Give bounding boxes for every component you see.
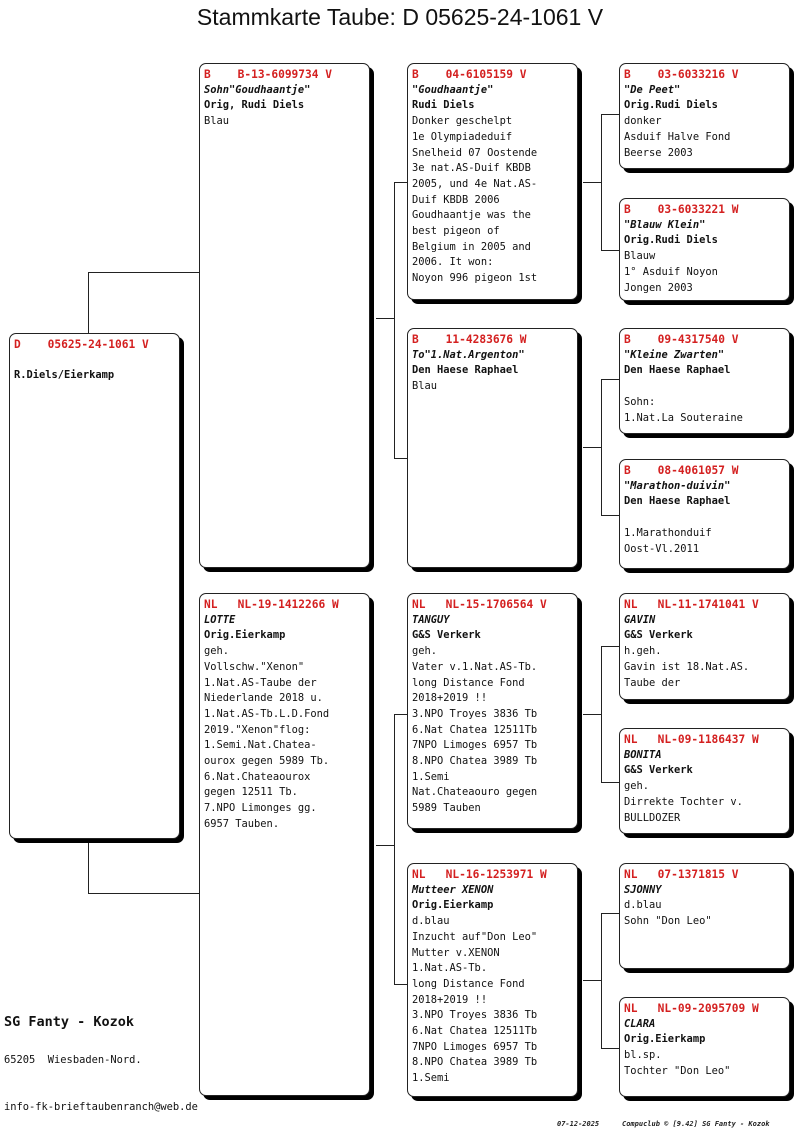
detail-line: 7NPO Limoges 6957 Tb — [412, 739, 538, 752]
breeder: Den Haese Raphael — [624, 495, 731, 508]
detail-line: Niederlande 2018 u. — [204, 692, 323, 705]
details — [204, 644, 365, 832]
ring-number: NL NL-19-1412266 W — [204, 598, 339, 611]
breeder: Orig.Rudi Diels — [624, 99, 718, 112]
pigeon-name: "Blauw Klein" — [624, 218, 706, 231]
details — [624, 114, 785, 161]
detail-line: geh. — [624, 780, 650, 793]
ring-number: NL NL-16-1253971 W — [412, 868, 547, 881]
connector — [88, 893, 201, 894]
breeder: G&S Verkerk — [624, 764, 693, 777]
dds-card[interactable] — [619, 863, 790, 969]
detail-line: Jongen 2003 — [624, 281, 693, 294]
detail-line: Inzucht auf"Don Leo" — [412, 930, 538, 943]
detail-line: best pigeon of — [412, 225, 500, 238]
detail-line: Mutter v.XENON — [412, 946, 500, 959]
detail-line: Dirrekte Tochter v. — [624, 795, 743, 808]
detail-line: 6.Nat Chatea 12511Tb — [412, 1025, 538, 1038]
ring-number: B 04-6105159 V — [412, 68, 527, 81]
ring-number: NL NL-09-1186437 W — [624, 733, 759, 746]
detail-line: 8.NPO Chatea 3989 Tb — [412, 755, 538, 768]
detail-line: 1.Marathonduif — [624, 526, 712, 539]
connector — [88, 272, 201, 273]
sire-dam-card[interactable] — [407, 328, 578, 568]
detail-line: Taube der — [624, 676, 681, 689]
dam-card[interactable] — [199, 593, 370, 1096]
details — [624, 379, 785, 426]
breeder: G&S Verkerk — [412, 629, 481, 642]
ring-number: B 08-4061057 W — [624, 464, 739, 477]
ssd-card[interactable] — [619, 198, 790, 301]
pigeon-name: GAVIN — [624, 613, 656, 626]
ring-number: B 11-4283676 W — [412, 333, 527, 346]
detail-line: h.geh. — [624, 645, 662, 658]
connector — [601, 782, 621, 783]
club-name: SG Fanty - Kozok — [4, 1014, 135, 1030]
pigeon-name: To"1.Nat.Argenton" — [412, 348, 525, 361]
detail-line: 7NPO Limoges 6957 Tb — [412, 1040, 538, 1053]
breeder: Orig, Rudi Diels — [204, 99, 305, 112]
pigeon-name: BONITA — [624, 748, 662, 761]
detail-line: Blau — [204, 115, 230, 128]
page-title: Stammkarte Taube: D 05625-24-1061 V — [196, 4, 604, 30]
details — [624, 1048, 785, 1079]
detail-line: Beerse 2003 — [624, 146, 693, 159]
connector — [601, 379, 602, 515]
detail-line: Blau — [412, 380, 438, 393]
detail-line: 2019."Xenon"flog: — [204, 723, 311, 736]
dam-dam-card[interactable] — [407, 863, 578, 1097]
ring-number: NL 07-1371815 V — [624, 868, 739, 881]
connector — [583, 714, 601, 715]
connector — [601, 1048, 621, 1049]
details — [204, 114, 365, 130]
connector — [88, 838, 89, 894]
connector — [601, 515, 621, 516]
connector — [601, 114, 602, 250]
detail-line: ourox gegen 5989 Tb. — [204, 755, 330, 768]
detail-line: 6.Nat.Chateaourox — [204, 770, 311, 783]
connector — [601, 114, 621, 115]
detail-line: 2006. It won: — [412, 256, 494, 269]
detail-line: Sohn "Don Leo" — [624, 915, 712, 928]
dam-sire-card[interactable] — [407, 593, 578, 829]
details — [412, 914, 573, 1087]
ring-number: NL NL-15-1706564 V — [412, 598, 547, 611]
pigeon-name: Mutteer XENON — [412, 883, 494, 896]
subject-card[interactable] — [9, 333, 180, 839]
software-credit: Compuclub © [9.42] SG Fanty - Kozok — [622, 1120, 770, 1128]
detail-line: Snelheid 07 Oostende — [412, 146, 538, 159]
detail-line: Oost-Vl.2011 — [624, 542, 700, 555]
detail-line: long Distance Fond — [412, 977, 525, 990]
detail-line: 1.Semi — [412, 1072, 450, 1085]
detail-line: 3e nat.AS-Duif KBDB — [412, 162, 531, 175]
details — [624, 898, 785, 929]
pigeon-name: "Kleine Zwarten" — [624, 348, 725, 361]
details — [412, 379, 573, 395]
club-address: 65205 Wiesbaden-Nord. — [4, 1054, 142, 1066]
detail-line: geh. — [412, 645, 438, 658]
detail-line: 1e Olympiadeduif — [412, 130, 513, 143]
detail-line: gegen 12511 Tb. — [204, 786, 298, 799]
pigeon-name: LOTTE — [204, 613, 236, 626]
connector — [88, 272, 89, 334]
pigeon-name: "De Peet" — [624, 83, 681, 96]
ring-number: NL NL-09-2095709 W — [624, 1002, 759, 1015]
breeder: Orig.Eierkamp — [412, 899, 494, 912]
detail-line: Asduif Halve Fond — [624, 130, 731, 143]
connector — [394, 714, 395, 984]
detail-line: Nat.Chateaouro gegen — [412, 786, 538, 799]
detail-line: bl.sp. — [624, 1049, 662, 1062]
detail-line: 1° Asduif Noyon — [624, 265, 718, 278]
pigeon-name: CLARA — [624, 1017, 656, 1030]
detail-line: geh. — [204, 645, 230, 658]
breeder: G&S Verkerk — [624, 629, 693, 642]
connector — [601, 646, 621, 647]
detail-line: 1.Nat.AS-Taube der — [204, 676, 317, 689]
detail-line: Vater v.1.Nat.AS-Tb. — [412, 660, 538, 673]
detail-line: 2005, und 4e Nat.AS- — [412, 177, 538, 190]
detail-line: Belgium in 2005 and — [412, 240, 531, 253]
detail-line: Vollschw."Xenon" — [204, 660, 305, 673]
sire-card[interactable] — [199, 63, 370, 568]
breeder: Rudi Diels — [412, 99, 475, 112]
breeder: Orig.Eierkamp — [204, 629, 286, 642]
connector — [583, 447, 601, 448]
detail-line: 8.NPO Chatea 3989 Tb — [412, 1056, 538, 1069]
detail-line: Noyon 996 pigeon 1st — [412, 272, 538, 285]
detail-line — [624, 510, 785, 526]
ring-number: B 03-6033216 V — [624, 68, 739, 81]
detail-line: Blauw — [624, 250, 656, 263]
detail-line: 7.NPO Limonges gg. — [204, 802, 317, 815]
detail-line: 1.Nat.La Souteraine — [624, 411, 743, 424]
connector — [601, 250, 621, 251]
dsd-card[interactable] — [619, 728, 790, 834]
sds-card[interactable] — [619, 328, 790, 434]
detail-line: 6.Nat Chatea 12511Tb — [412, 723, 538, 736]
print-date: 07-12-2025 — [557, 1120, 600, 1128]
detail-line: Donker geschelpt — [412, 115, 513, 128]
sss-card[interactable] — [619, 63, 790, 169]
detail-line: d.blau — [624, 899, 662, 912]
detail-line: 1.Nat.AS-Tb.L.D.Fond — [204, 707, 330, 720]
detail-line: 2018+2019 !! — [412, 993, 488, 1006]
breeder: Den Haese Raphael — [412, 364, 519, 377]
detail-line: 1.Semi.Nat.Chatea- — [204, 739, 317, 752]
connector — [394, 182, 395, 458]
ring-number: NL NL-11-1741041 V — [624, 598, 759, 611]
detail-line: Gavin ist 18.Nat.AS. — [624, 660, 750, 673]
connector — [601, 646, 602, 782]
detail-line: 1.Semi — [412, 770, 450, 783]
ring-number: B B-13-6099734 V — [204, 68, 332, 81]
pigeon-name: "Goudhaantje" — [412, 83, 494, 96]
sire-sire-card[interactable] — [407, 63, 578, 300]
connector — [376, 845, 394, 846]
detail-line: 3.NPO Troyes 3836 Tb — [412, 707, 538, 720]
breeder: Orig.Eierkamp — [624, 1033, 706, 1046]
details — [624, 644, 785, 691]
detail-line: BULLDOZER — [624, 811, 681, 824]
ddd-card[interactable] — [619, 997, 790, 1097]
detail-line: Sohn: — [624, 395, 656, 408]
sdd-card[interactable] — [619, 459, 790, 569]
breeder: Den Haese Raphael — [624, 364, 731, 377]
club-email[interactable]: info-fk-brieftaubenranch@web.de — [4, 1101, 198, 1113]
detail-line: donker — [624, 115, 662, 128]
pigeon-name: Sohn"Goudhaantje" — [204, 83, 311, 96]
connector — [583, 980, 601, 981]
detail-line: d.blau — [412, 915, 450, 928]
pigeon-name: TANGUY — [412, 613, 450, 626]
detail-line: 3.NPO Troyes 3836 Tb — [412, 1009, 538, 1022]
connector — [583, 182, 601, 183]
ring-number: D 05625-24-1061 V — [14, 338, 149, 351]
detail-line: long Distance Fond — [412, 676, 525, 689]
pigeon-name: "Marathon-duivin" — [624, 479, 731, 492]
connector — [601, 913, 602, 1048]
detail-line: Duif KBDB 2006 — [412, 193, 500, 206]
connector — [601, 379, 621, 380]
owner: R.Diels/Eierkamp — [14, 369, 115, 382]
details — [412, 114, 573, 287]
connector — [376, 318, 394, 319]
details — [412, 644, 573, 817]
ring-number: B 03-6033221 W — [624, 203, 739, 216]
dss-card[interactable] — [619, 593, 790, 700]
details — [624, 510, 785, 557]
details — [624, 249, 785, 296]
ring-number: B 09-4317540 V — [624, 333, 739, 346]
detail-line: 6957 Tauben. — [204, 817, 280, 830]
details — [624, 779, 785, 826]
detail-line: Tochter "Don Leo" — [624, 1064, 731, 1077]
detail-line: 5989 Tauben — [412, 802, 481, 815]
detail-line: 1.Nat.AS-Tb. — [412, 962, 488, 975]
connector — [601, 913, 621, 914]
detail-line: 2018+2019 !! — [412, 692, 488, 705]
detail-line: Goudhaantje was the — [412, 209, 531, 222]
breeder: Orig.Rudi Diels — [624, 234, 718, 247]
detail-line — [624, 379, 785, 395]
pigeon-name: SJONNY — [624, 883, 662, 896]
